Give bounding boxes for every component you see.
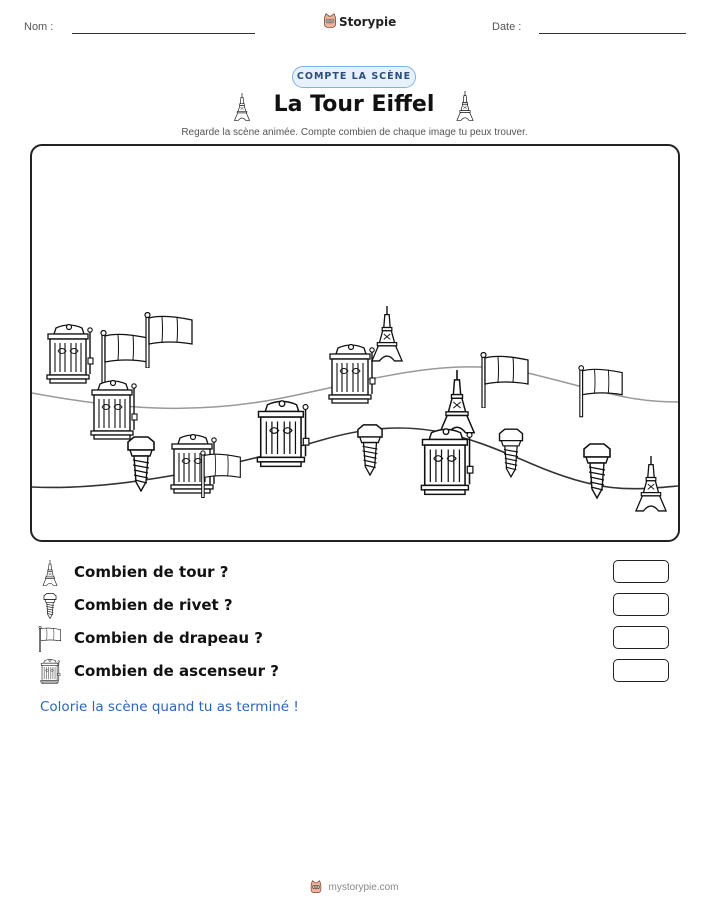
elevator-icon	[47, 325, 93, 384]
eiffel-tower-icon	[372, 306, 402, 361]
flag-icon	[145, 313, 192, 369]
rivet-icon	[584, 444, 610, 498]
eiffel-tower-icon	[233, 93, 251, 121]
eiffel-tower-icon	[455, 91, 475, 121]
question-text: Combien de drapeau ?	[74, 629, 263, 647]
flag-icon	[101, 331, 148, 387]
eiffel-tower-icon	[440, 370, 474, 433]
answer-box-tower[interactable]	[613, 560, 669, 583]
flag-icon	[481, 353, 528, 409]
rivet-icon	[128, 437, 154, 491]
scene-illustration	[32, 146, 678, 540]
question-row-tower	[38, 560, 678, 586]
page-title: La Tour Eiffel	[273, 92, 435, 117]
question-text: Combien de ascenseur ?	[74, 662, 279, 680]
flag-icon	[38, 626, 62, 652]
brand-name: Storypie	[339, 15, 397, 29]
coloring-instruction: Colorie la scène quand tu as terminé !	[40, 699, 299, 715]
brand-logo	[322, 13, 402, 33]
name-label: Nom :	[24, 21, 54, 33]
name-field[interactable]	[72, 33, 255, 34]
answer-box-elevator[interactable]	[613, 659, 669, 682]
date-label: Date :	[492, 21, 522, 33]
rivet-icon	[500, 429, 523, 477]
answer-box-rivet[interactable]	[613, 593, 669, 616]
flag-icon	[579, 366, 622, 417]
question-text: Combien de rivet ?	[74, 596, 233, 614]
date-field[interactable]	[539, 33, 686, 34]
instructions: Regarde la scène animée. Compte combien de chaque image tu peux trouver.	[181, 127, 528, 138]
question-text: Combien de tour ?	[74, 563, 229, 581]
elevator-icon	[38, 659, 62, 685]
footer-site[interactable]: mystorypie.com	[328, 882, 399, 893]
rivet-icon	[358, 425, 382, 475]
answer-box-flag[interactable]	[613, 626, 669, 649]
elevator-icon	[91, 381, 137, 440]
scene-frame	[30, 144, 680, 542]
rivet-icon	[38, 593, 62, 619]
eiffel-tower-icon	[636, 456, 666, 511]
question-row-elevator	[38, 659, 678, 685]
question-row-rivet	[38, 593, 678, 619]
owl-icon	[322, 13, 338, 29]
elevator-icon	[329, 345, 375, 404]
elevator-icon	[257, 401, 309, 467]
question-row-flag	[38, 626, 678, 652]
eiffel-tower-icon	[38, 560, 62, 586]
activity-badge: COMPTE LA SCÈNE	[292, 66, 416, 88]
